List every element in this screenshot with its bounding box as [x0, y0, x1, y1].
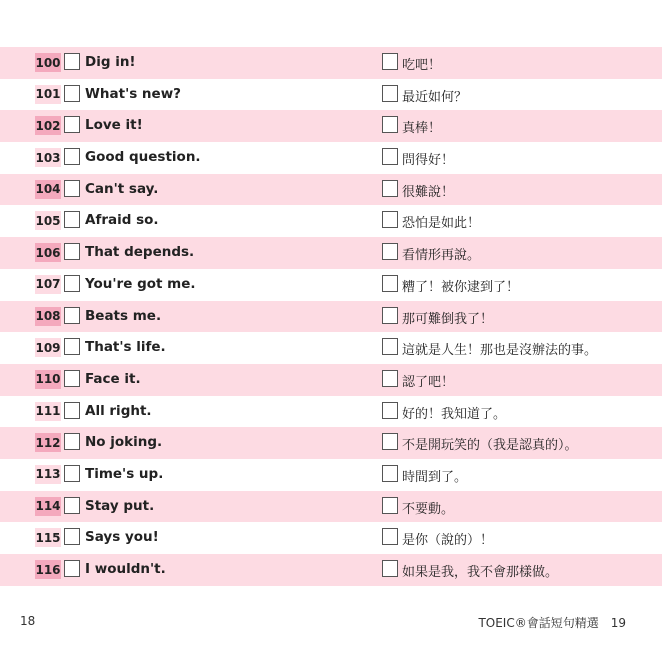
page-number-left: 18 [20, 614, 36, 628]
phrase-list [0, 47, 662, 586]
chinese-checkbox[interactable] [382, 85, 398, 102]
english-phrase: What's new? [85, 85, 182, 102]
english-checkbox[interactable] [64, 116, 80, 133]
english-checkbox[interactable] [64, 148, 80, 165]
english-checkbox[interactable] [64, 497, 80, 514]
english-phrase: Afraid so. [85, 212, 159, 229]
english-checkbox[interactable] [64, 528, 80, 545]
phrase-row [0, 205, 662, 237]
english-checkbox[interactable] [64, 402, 80, 419]
english-checkbox[interactable] [64, 338, 80, 355]
phrase-number: 101 [35, 85, 61, 104]
english-phrase: Love it! [85, 117, 143, 134]
chinese-checkbox[interactable] [382, 433, 398, 450]
phrase-number: 116 [35, 560, 61, 579]
phrase-number: 109 [35, 338, 61, 357]
chinese-translation: 時間到了。 [402, 469, 468, 485]
english-phrase: Beats me. [85, 307, 162, 324]
english-checkbox[interactable] [64, 465, 80, 482]
chinese-translation: 如果是我，我不會那樣做。 [402, 565, 559, 580]
english-checkbox[interactable] [64, 85, 80, 102]
chinese-translation: 恐怕是如此！ [402, 216, 481, 232]
phrase-row [0, 554, 662, 586]
english-phrase: No joking. [85, 434, 163, 451]
phrase-number: 115 [35, 528, 61, 547]
english-checkbox[interactable] [64, 560, 80, 577]
chinese-translation: 不要動。 [402, 501, 455, 517]
phrase-row [0, 459, 662, 491]
english-phrase: That's life. [85, 339, 166, 356]
chinese-checkbox[interactable] [382, 307, 398, 324]
english-checkbox[interactable] [64, 243, 80, 260]
english-phrase: All right. [85, 402, 152, 419]
chinese-checkbox[interactable] [382, 497, 398, 514]
chinese-translation: 這就是人生！那也是沒辦法的事。 [402, 343, 598, 359]
phrase-number: 102 [35, 116, 61, 135]
chinese-checkbox[interactable] [382, 148, 398, 165]
phrase-number: 104 [35, 180, 61, 199]
chinese-checkbox[interactable] [382, 180, 398, 197]
english-checkbox[interactable] [64, 307, 80, 324]
english-checkbox[interactable] [64, 180, 80, 197]
english-phrase: That depends. [85, 244, 195, 261]
phrase-number: 108 [35, 307, 61, 326]
phrase-number: 111 [35, 402, 61, 421]
chinese-checkbox[interactable] [382, 275, 398, 292]
phrase-number: 103 [35, 148, 61, 167]
chinese-checkbox[interactable] [382, 560, 398, 577]
english-phrase: Says you! [85, 529, 159, 546]
chinese-checkbox[interactable] [382, 402, 398, 419]
chinese-translation: 真棒！ [402, 121, 442, 137]
chinese-checkbox[interactable] [382, 243, 398, 260]
chinese-translation: 認了吧！ [402, 374, 455, 390]
chinese-checkbox[interactable] [382, 338, 398, 355]
phrase-row [0, 47, 662, 79]
english-phrase: Face it. [85, 370, 141, 387]
chinese-checkbox[interactable] [382, 53, 398, 70]
phrase-number: 112 [35, 433, 61, 452]
chinese-translation: 吃吧！ [402, 58, 442, 73]
phrase-row [0, 174, 662, 206]
phrase-number: 105 [35, 211, 61, 230]
chinese-translation: 很難說！ [402, 184, 455, 200]
chinese-translation: 是你（說的）！ [402, 533, 494, 549]
phrase-row [0, 79, 662, 111]
phrase-row [0, 396, 662, 428]
english-checkbox[interactable] [64, 53, 80, 70]
chinese-translation: 問得好！ [402, 153, 455, 169]
chinese-translation: 糟了！被你逮到了！ [402, 279, 520, 295]
english-phrase: Good question. [85, 149, 201, 166]
phrase-number: 100 [35, 53, 61, 72]
phrase-row [0, 522, 662, 554]
chinese-checkbox[interactable] [382, 528, 398, 545]
english-phrase: Time's up. [85, 465, 164, 482]
chinese-translation: 不是開玩笑的（我是認真的）。 [402, 438, 578, 454]
english-phrase: Stay put. [85, 497, 155, 514]
chinese-checkbox[interactable] [382, 370, 398, 387]
chinese-translation: 看情形再說。 [402, 248, 481, 264]
page-footer-right: TOEIC®會話短句精選 19 [478, 616, 626, 630]
english-phrase: Can't say. [85, 180, 159, 197]
english-checkbox[interactable] [64, 275, 80, 292]
phrase-row [0, 301, 662, 333]
english-phrase: You're got me. [85, 275, 196, 292]
english-phrase: I wouldn't. [85, 561, 166, 577]
phrase-row [0, 427, 662, 459]
phrase-number: 113 [35, 465, 61, 484]
phrase-row [0, 269, 662, 301]
phrase-row [0, 110, 662, 142]
chinese-checkbox[interactable] [382, 211, 398, 228]
chinese-translation: 那可難倒我了！ [402, 311, 494, 327]
phrase-row [0, 237, 662, 269]
chinese-translation: 好的！我知道了。 [402, 406, 507, 422]
english-phrase: Dig in! [85, 54, 136, 70]
phrase-row [0, 142, 662, 174]
phrase-number: 110 [35, 370, 61, 389]
phrase-row [0, 332, 662, 364]
chinese-checkbox[interactable] [382, 116, 398, 133]
phrase-number: 107 [35, 275, 61, 294]
chinese-checkbox[interactable] [382, 465, 398, 482]
english-checkbox[interactable] [64, 370, 80, 387]
phrase-row [0, 364, 662, 396]
english-checkbox[interactable] [64, 433, 80, 450]
chinese-translation: 最近如何？ [402, 89, 468, 105]
phrase-number: 106 [35, 243, 61, 262]
phrase-number: 114 [35, 497, 61, 516]
phrase-row [0, 491, 662, 523]
english-checkbox[interactable] [64, 211, 80, 228]
